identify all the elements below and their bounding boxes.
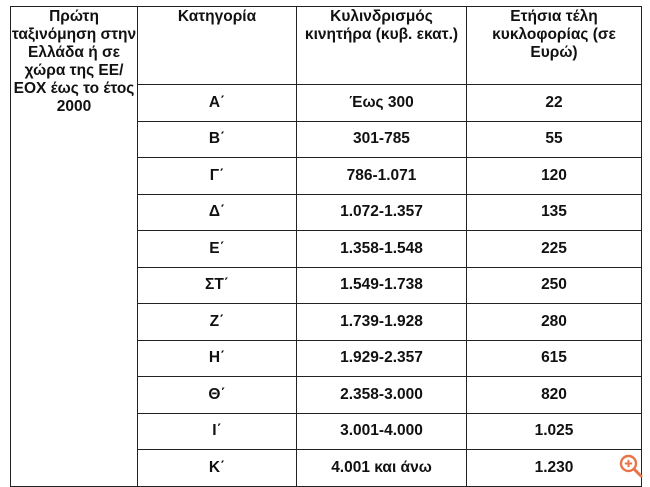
cell-category: Ι΄ [138, 413, 297, 450]
cell-annual-fee: 250 [467, 267, 642, 304]
cell-engine-cc: 1.072-1.357 [297, 194, 467, 231]
cell-annual-fee: 615 [467, 340, 642, 377]
cell-category: Β΄ [138, 121, 297, 158]
cell-engine-cc: 786-1.071 [297, 158, 467, 195]
cell-engine-cc: Έως 300 [297, 85, 467, 122]
header-first-registration: Πρώτη ταξινόμηση στην Ελλάδα ή σε χώρα της ΕΕ/ΕΟΧ έως το έτος 2000 [11, 7, 138, 487]
cell-annual-fee: 55 [467, 121, 642, 158]
cell-annual-fee: 225 [467, 231, 642, 268]
cell-category: Η΄ [138, 340, 297, 377]
cell-engine-cc: 1.929-2.357 [297, 340, 467, 377]
header-category: Κατηγορία [138, 7, 297, 85]
cell-category: Κ΄ [138, 450, 297, 487]
cell-annual-fee: 820 [467, 377, 642, 414]
cell-annual-fee: 22 [467, 85, 642, 122]
zoom-in-icon[interactable] [618, 453, 644, 479]
cell-category: Ζ΄ [138, 304, 297, 341]
cell-engine-cc: 301-785 [297, 121, 467, 158]
cell-category: Γ΄ [138, 158, 297, 195]
cell-annual-fee: 120 [467, 158, 642, 195]
cell-engine-cc: 3.001-4.000 [297, 413, 467, 450]
header-annual-fee: Ετήσια τέλη κυκλοφορίας (σε Ευρώ) [467, 7, 642, 85]
cell-engine-cc: 2.358-3.000 [297, 377, 467, 414]
cell-engine-cc: 1.549-1.738 [297, 267, 467, 304]
cell-annual-fee: 135 [467, 194, 642, 231]
table-header-row [11, 7, 642, 85]
cell-category: Α΄ [138, 85, 297, 122]
cell-annual-fee: 280 [467, 304, 642, 341]
cell-annual-fee: 1.025 [467, 413, 642, 450]
cell-annual-fee: 1.230 [467, 450, 642, 487]
cell-category: ΣΤ΄ [138, 267, 297, 304]
header-engine-cc: Κυλινδρισμός κινητήρα (κυβ. εκατ.) [297, 7, 467, 85]
cell-category: Δ΄ [138, 194, 297, 231]
cell-engine-cc: 1.739-1.928 [297, 304, 467, 341]
vehicle-tax-table [10, 6, 642, 487]
cell-category: Θ΄ [138, 377, 297, 414]
cell-category: Ε΄ [138, 231, 297, 268]
cell-engine-cc: 4.001 και άνω [297, 450, 467, 487]
cell-engine-cc: 1.358-1.548 [297, 231, 467, 268]
